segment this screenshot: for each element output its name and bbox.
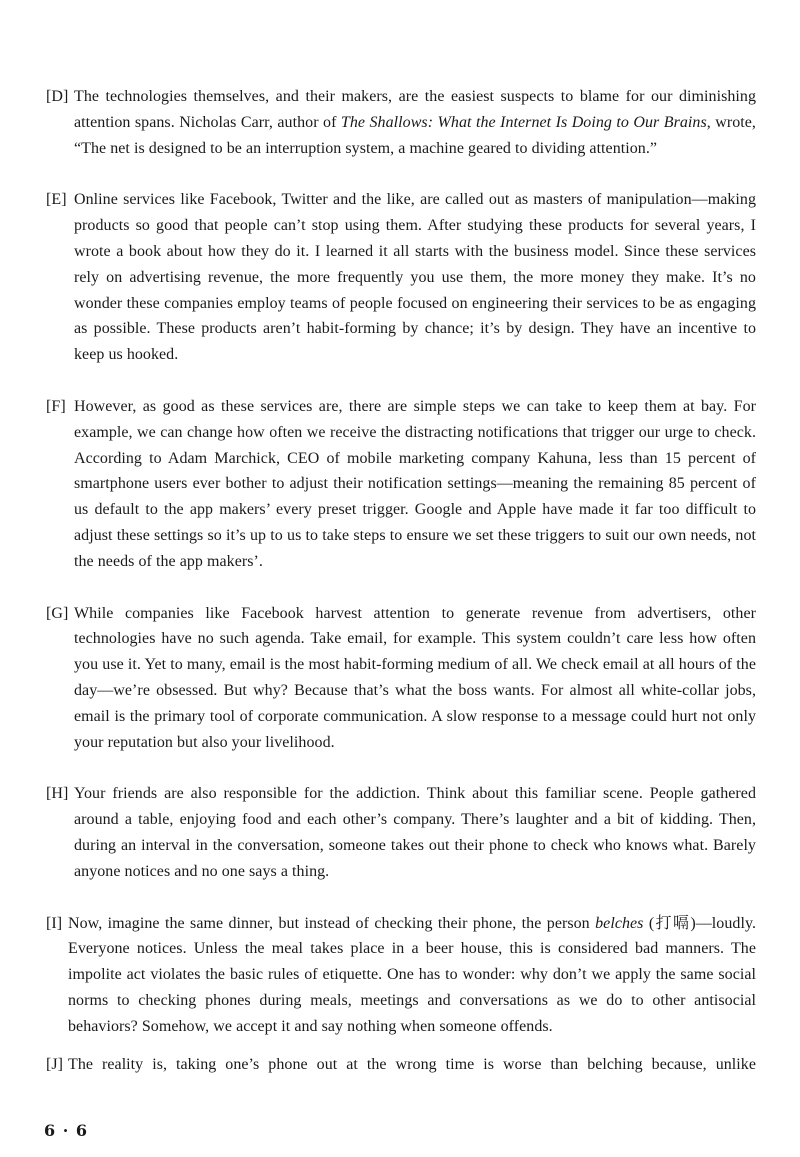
paragraph-text: , wrote, “The net is designed to be an interruption system, a machine geared to dividing attention.”	[74, 113, 756, 157]
book-title: The Shallows: What the Internet Is Doing to Our Brains	[340, 113, 707, 131]
paragraph-e	[46, 187, 756, 368]
paragraph-tag: [G]	[46, 604, 69, 622]
paragraph-text: However, as good as these services are, there are simple steps we can take to keep them at bay. For example, we can change how often we receive the distracting notifications that trigger our urge to check. According to Adam Marchick, CEO of mobile marketing company Kahuna, less than 15 percent of smartphone users ever bother to adjust their notification settings—meaning the remaining 85 percent of us default to the app makers’ every preset trigger. Google and Apple have made it far too difficult to adjust these settings so it’s up to us to take steps to ensure we set these triggers to suit our own needs, not the needs of the app makers’.	[74, 397, 756, 570]
paragraph-i	[46, 911, 756, 1040]
paragraph-text: The reality is, taking one’s phone out at the wrong time is worse than belching because, unlike	[68, 1055, 756, 1073]
paragraph-tag: [J]	[46, 1055, 64, 1073]
paragraph-tag: [F]	[46, 397, 66, 415]
paragraph-text: While companies like Facebook harvest attention to generate revenue from advertisers, other technologies have no such agenda. Take email, for example. This system couldn’t care less how often you use it. Yet to many, email is the most habit-forming medium of all. We check email at all hours of the day—we’re obsessed. But why? Because that’s what the boss wants. For almost all white-collar jobs, email is the primary tool of corporate communication. A slow response to a message could hurt not only your reputation but also your livelihood.	[74, 604, 756, 751]
paragraph-tag: [I]	[46, 914, 63, 932]
paragraph-tag: [E]	[46, 191, 67, 209]
paragraph-tag: [H]	[46, 785, 69, 803]
paragraph-d	[46, 84, 756, 161]
chinese-gloss: (打嗝)	[643, 914, 696, 932]
page-number: 6 · 6	[44, 1121, 88, 1140]
paragraph-text: The technologies themselves, and their makers, are the easiest suspects to blame for our diminishing attention spans. Nicholas Carr, author of	[74, 88, 756, 131]
paragraph-g	[46, 601, 756, 756]
paragraph-j	[46, 1052, 756, 1078]
paragraph-tag: [D]	[46, 88, 69, 105]
paragraph-f	[46, 394, 756, 575]
paragraph-text: Your friends are also responsible for the addiction. Think about this familiar scene. People gathered around a table, enjoying food and each other’s company. There’s laughter and a bit of kidding. Then, during an interval in the conversation, someone takes out their phone to check who knows what. Barely anyone notices and no one says a thing.	[74, 785, 756, 880]
paragraph-text: Now, imagine the same dinner, but instead of checking their phone, the person	[68, 914, 596, 932]
paragraph-h	[46, 781, 756, 884]
paragraph-text: —loudly. Everyone notices. Unless the meal takes place in a beer house, this is considered bad manners. The impolite act violates the basic rules of etiquette. One has to wonder: why don’t we apply the same social norms to checking phones during meals, meetings and conversations as we do to other antisocial behaviors? Somehow, we accept it and say nothing when someone offends.	[68, 914, 757, 1035]
italic-term: belches	[595, 914, 644, 932]
article-page	[46, 84, 756, 1103]
paragraph-text: Online services like Facebook, Twitter and the like, are called out as masters of manipulation—making products so good that people can’t stop using them. After studying these products for several years, I wrote a book about how they do it. I learned it all starts with the business model. Since these services rely on advertising revenue, the more frequently you use them, the more money they make. It’s no wonder these companies employ teams of people focused on engineering their services to be as engaging as possible. These products aren’t habit-forming by chance; it’s by design. They have an incentive to keep us hooked.	[74, 191, 756, 364]
